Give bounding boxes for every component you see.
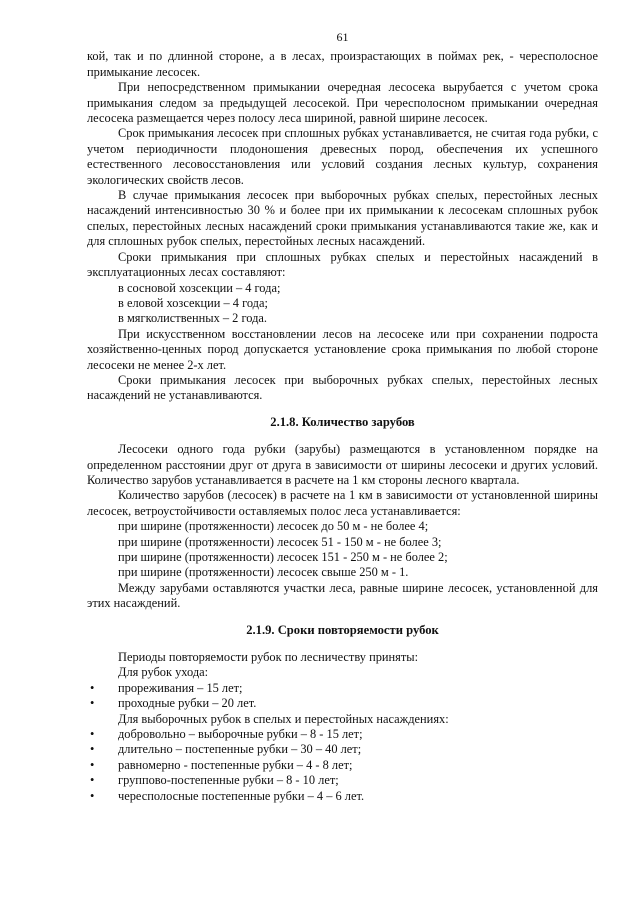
paragraph: Периоды повторяемости рубок по лесничеству приняты: bbox=[118, 650, 419, 665]
list-item-text: группово-постепенные рубки – 8 - 10 лет; bbox=[118, 773, 339, 788]
paragraph: При искусственном восстановлении лесов на лесосеке или при сохранении подроста хозяйственно-ценных пород допускается установление срока примыкания по любой стороне лесосеки не менее 2-х лет. bbox=[87, 326, 598, 372]
list-item: в сосновой хозсекции – 4 года; bbox=[118, 280, 281, 295]
paragraph: При непосредственном примыкании очередная лесосека вырубается с учетом срока примыкания следом за предыдущей лесосекой. При чересполосном примыкании очередная лесосека размещается через полосу леса шириной, равной ширине лесосек. bbox=[87, 80, 598, 126]
list-item-text: длительно – постепенные рубки – 30 – 40 лет; bbox=[118, 742, 362, 757]
list-item bbox=[87, 742, 598, 757]
list-item bbox=[87, 727, 598, 742]
list-item bbox=[87, 696, 598, 711]
list-item: в мягколиственных – 2 года. bbox=[118, 311, 267, 326]
bullet-icon: • bbox=[90, 696, 95, 711]
list-item-text: добровольно – выборочные рубки – 8 - 15 лет; bbox=[118, 727, 363, 742]
list-item: в еловой хозсекции – 4 года; bbox=[118, 295, 268, 310]
paragraph: Срок примыкания лесосек при сплошных рубках устанавливается, не считая года рубки, с учетом периодичности плодоношения древесных пород, обеспечения их успешного естественного лесовосстановления или условий создания лесных культур, сохранения экологических свойств лесов. bbox=[87, 126, 598, 187]
paragraph: Лесосеки одного года рубки (зарубы) размещаются в установленном порядке на определенном расстоянии друг от друга в зависимости от ширины лесосеки и других условий. Количество зарубов устанавливается в расчете на 1 км стороны лесного квартала. bbox=[87, 442, 598, 487]
paragraph: кой, так и по длинной стороне, а в лесах, произрастающих в поймах рек, - чересполосное примыкание лесосек. bbox=[87, 49, 598, 79]
list-item-text: чересполосные постепенные рубки – 4 – 6 лет. bbox=[118, 788, 365, 803]
paragraph: Сроки примыкания при сплошных рубках спелых и перестойных насаждений в эксплуатационных лесах составляют: bbox=[87, 249, 598, 280]
list-item: при ширине (протяженности) лесосек 151 - 250 м - не более 2; bbox=[118, 550, 448, 564]
list-item bbox=[87, 773, 598, 788]
list-item-text: проходные рубки – 20 лет. bbox=[118, 696, 257, 711]
section-adjacency bbox=[87, 49, 598, 403]
list-label: Для рубок ухода: bbox=[118, 665, 209, 680]
list-item bbox=[87, 758, 598, 773]
paragraph: Между зарубами оставляются участки леса, равные ширине лесосек, установленной для этих насаждений. bbox=[87, 580, 598, 611]
bullet-icon: • bbox=[90, 727, 95, 742]
section-heading: 2.1.8. Количество зарубов bbox=[270, 414, 415, 429]
bullet-icon: • bbox=[90, 757, 95, 772]
section-cuts-count bbox=[87, 415, 598, 612]
bullet-icon: • bbox=[90, 742, 95, 757]
section-repeat-periods bbox=[87, 623, 598, 804]
bullet-icon: • bbox=[90, 773, 95, 788]
paragraph: Количество зарубов (лесосек) в расчете на 1 км в зависимости от установленной ширины лесосек, ветроустойчивости оставляемых полос леса устанавливается: bbox=[87, 488, 598, 518]
list-item bbox=[87, 681, 598, 696]
list-item-text: прореживания – 15 лет; bbox=[118, 680, 243, 695]
list-label: Для выборочных рубок в спелых и перестойных насаждениях: bbox=[118, 711, 449, 726]
bullet-icon: • bbox=[90, 680, 95, 695]
bullet-icon: • bbox=[90, 788, 95, 803]
list-item bbox=[87, 789, 598, 804]
list-item: при ширине (протяженности) лесосек до 50 м - не более 4; bbox=[118, 519, 429, 534]
list-item-text: равномерно - постепенные рубки – 4 - 8 лет; bbox=[118, 757, 353, 772]
selective-cuts-list bbox=[87, 727, 598, 804]
paragraph: В случае примыкания лесосек при выборочных рубках спелых, перестойных лесных насаждений интенсивностью 30 % и более при их примыкании к лесосекам сплошных рубок спелых, перестойных лесных насаждений сроки примыкания устанавливаются такие же, как и для сплошных рубок спелых, перестойных лесных насаждений. bbox=[87, 188, 598, 249]
page-number: 61 bbox=[336, 30, 349, 44]
paragraph: Сроки примыкания лесосек при выборочных рубках спелых, перестойных лесных насаждений не устанавливаются. bbox=[87, 372, 598, 403]
list-item: при ширине (протяженности) лесосек 51 - 150 м - не более 3; bbox=[118, 534, 442, 549]
list-item: при ширине (протяженности) лесосек свыше 250 м - 1. bbox=[118, 565, 409, 580]
section-heading: 2.1.9. Сроки повторяемости рубок bbox=[246, 622, 439, 637]
care-cuts-list bbox=[87, 681, 598, 712]
